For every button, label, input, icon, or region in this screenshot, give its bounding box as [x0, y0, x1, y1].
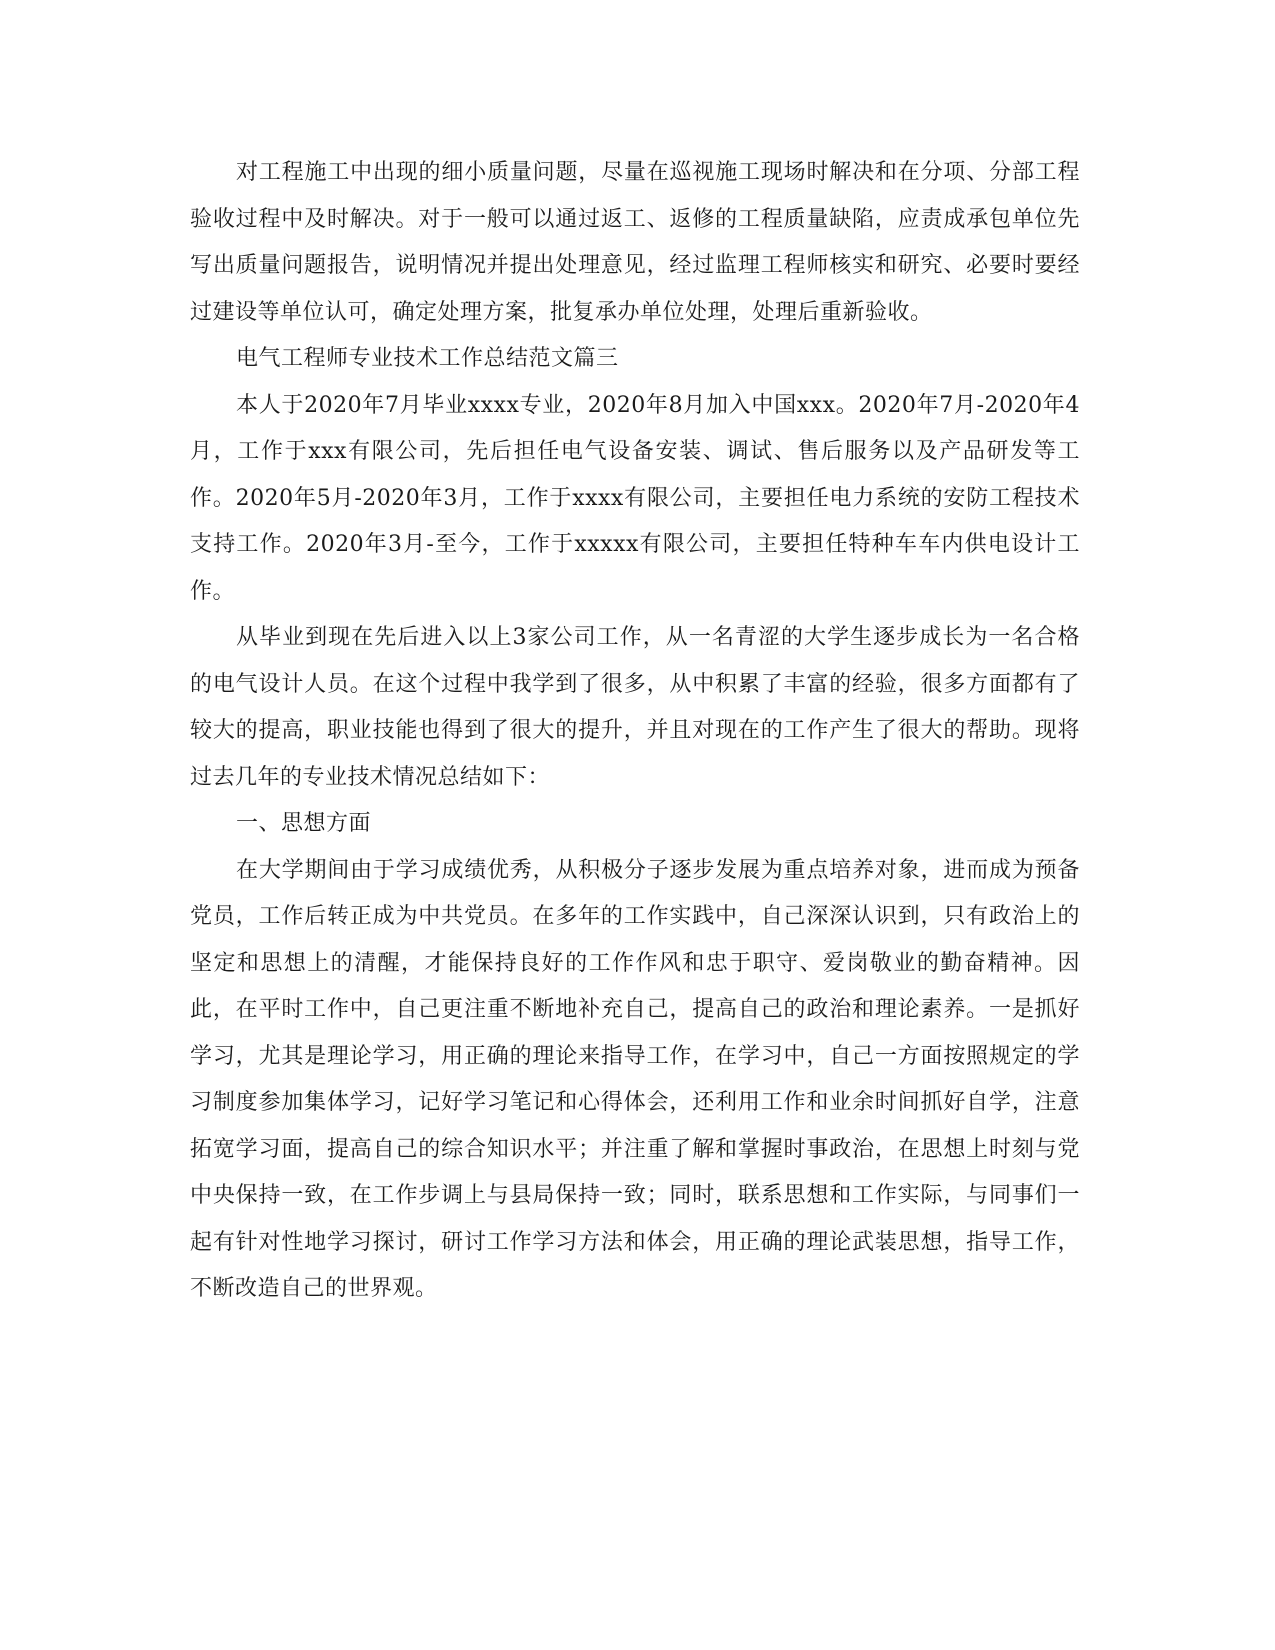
paragraph-growth-summary: 从毕业到现在先后进入以上3家公司工作，从一名青涩的大学生逐步成长为一名合格的电气设计人员。在这个过程中我学到了很多，从中积累了丰富的经验，很多方面都有了较大的提高，职业技能也得到了很大的提升，并且对现在的工作产生了很大的帮助。现将过去几年的专业技术情况总结如下： [190, 625, 1080, 790]
paragraph-career-history: 本人于2020年7月毕业xxxx专业，2020年8月加入中国xxx。2020年7月-2020年4月，工作于xxx有限公司，先后担任电气设备安装、调试、售后服务以及产品研发等工作。2020年5月-2020年3月，工作于xxxx有限公司，主要担任电力系统的安防工程技术支持工作。2020年3月-至今，工作于xxxxx有限公司，主要担任特种车车内供电设计工作。 [190, 392, 1080, 604]
section-title: 电气工程师专业技术工作总结范文篇三 [236, 346, 619, 371]
subheading-ideology: 一、思想方面 [236, 811, 372, 836]
document-page [190, 150, 1080, 1313]
paragraph-quality-issues: 对工程施工中出现的细小质量问题，尽量在巡视施工现场时解决和在分项、分部工程验收过程中及时解决。对于一般可以通过返工、返修的工程质量缺陷，应责成承包单位先写出质量问题报告，说明情况并提出处理意见，经过监理工程师核实和研究、必要时要经过建设等单位认可，确定处理方案，批复承办单位处理，处理后重新验收。 [190, 160, 1080, 325]
paragraph-ideology: 在大学期间由于学习成绩优秀，从积极分子逐步发展为重点培养对象，进而成为预备党员，工作后转正成为中共党员。在多年的工作实践中，自己深深认识到，只有政治上的坚定和思想上的清醒，才能保持良好的工作作风和忠于职守、爱岗敬业的勤奋精神。因此，在平时工作中，自己更注重不断地补充自己，提高自己的政治和理论素养。一是抓好学习，尤其是理论学习，用正确的理论来指导工作，在学习中，自己一方面按照规定的学习制度参加集体学习，记好学习笔记和心得体会，还利用工作和业余时间抓好自学，注意拓宽学习面，提高自己的综合知识水平；并注重了解和掌握时事政治，在思想上时刻与党中央保持一致，在工作步调上与县局保持一致；同时，联系思想和工作实际，与同事们一起有针对性地学习探讨，研讨工作学习方法和体会，用正确的理论武装思想，指导工作，不断改造自己的世界观。 [190, 857, 1080, 1301]
